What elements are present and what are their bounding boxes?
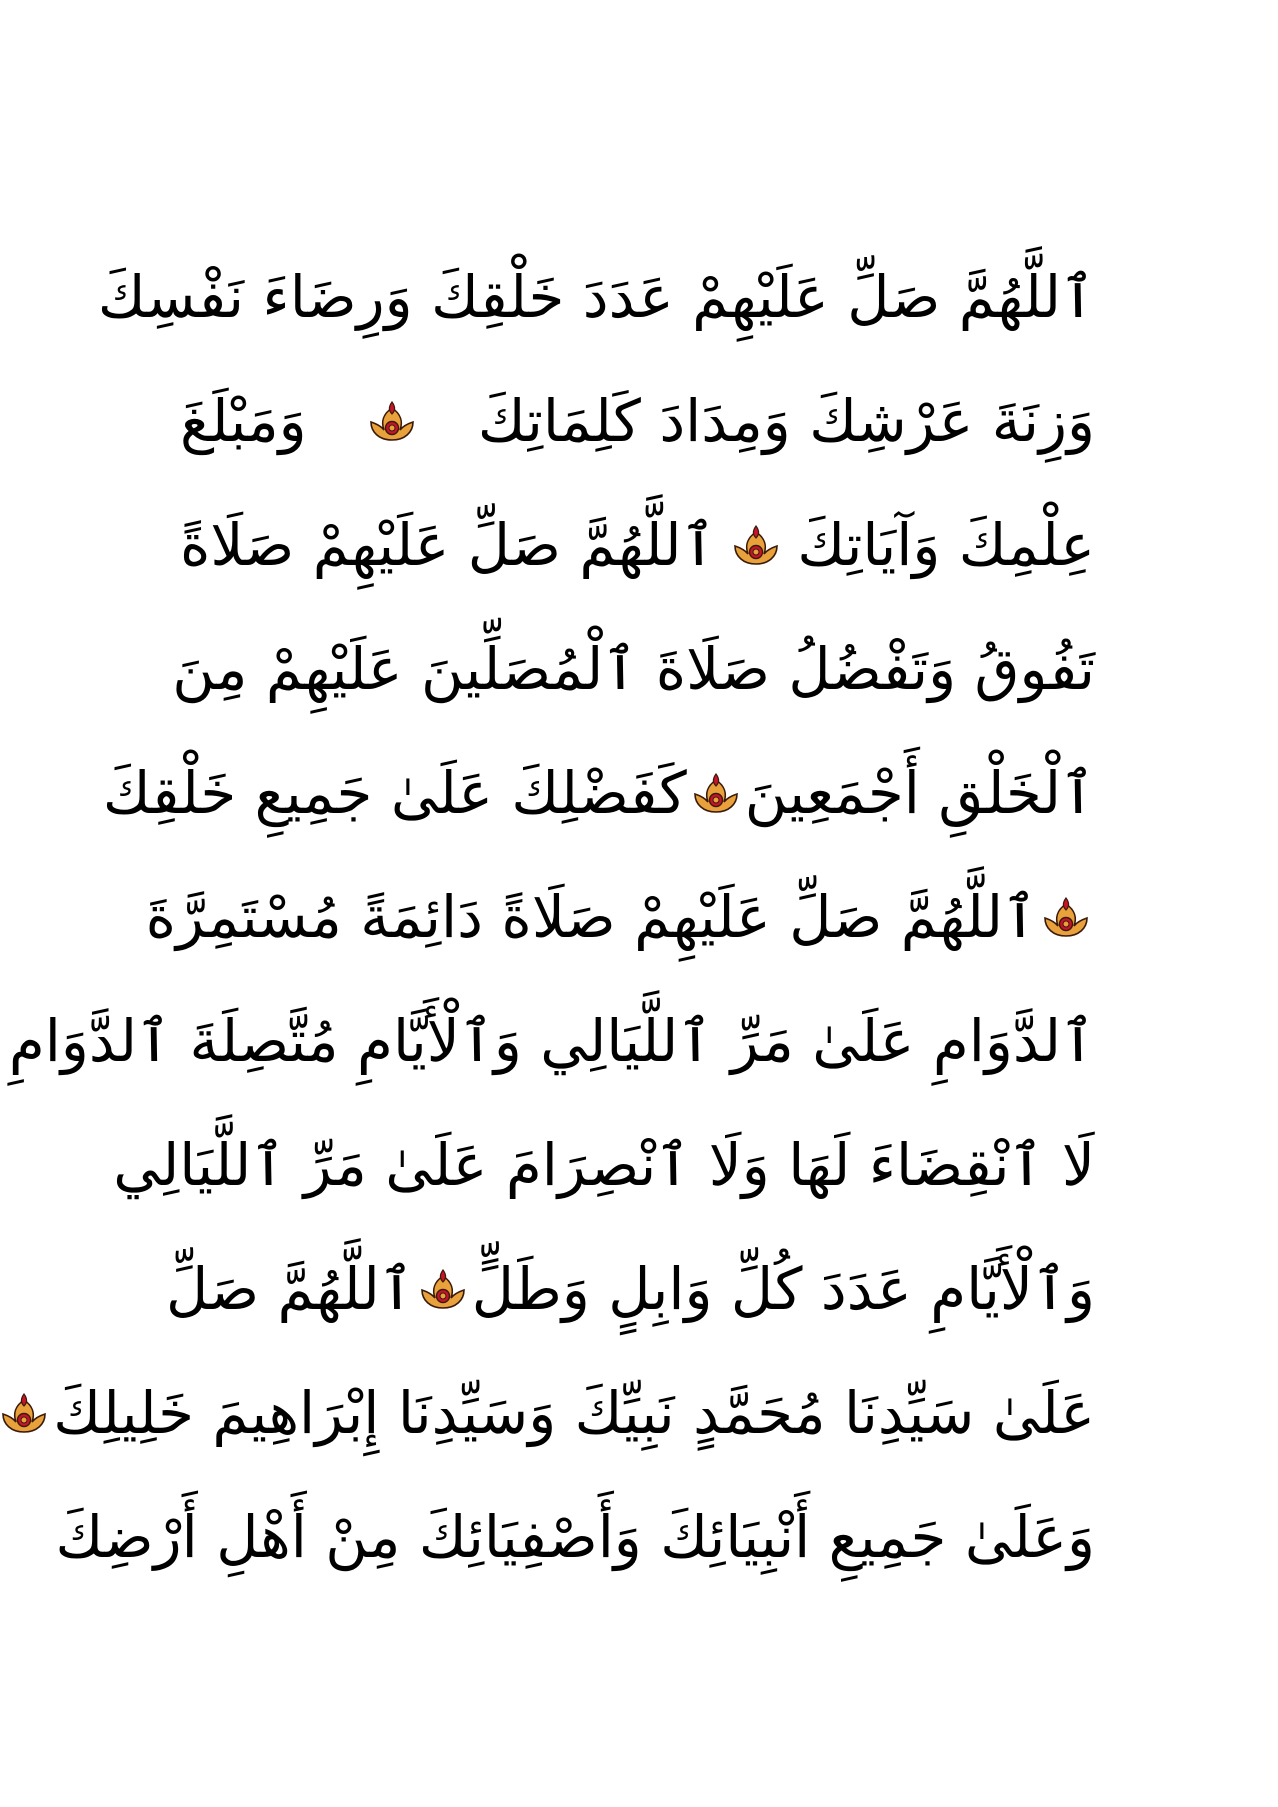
text-segment: ٱلدَّوَامِ عَلَىٰ مَرِّ ٱللَّيَالِي وَٱلْأَيَّامِ مُتَّصِلَةَ ٱلدَّوَامِ: [8, 1007, 1095, 1075]
text-segment: عَلَىٰ سَيِّدِنَا مُحَمَّدٍ نَبِيِّكَ وَسَيِّدِنَا إِبْرَاهِيمَ خَلِيلِكَ: [53, 1379, 1095, 1447]
text-segment: ٱللَّهُمَّ صَلِّ عَلَيْهِمْ عَدَدَ خَلْقِكَ وَرِضَاءَ نَفْسِكَ: [97, 263, 1095, 331]
text-segment: ٱللَّهُمَّ صَلِّ: [165, 1255, 414, 1323]
text-line-11: [55, 1475, 1095, 1599]
text-line-9: [165, 1227, 1095, 1351]
text-line-5: [102, 731, 1095, 855]
text-segment: ٱللَّهُمَّ صَلِّ عَلَيْهِمْ صَلَاةً دَائِمَةً مُسْتَمِرَّةَ: [145, 883, 1037, 951]
text-line-1: [97, 235, 1095, 359]
flower-separator-icon: [418, 1264, 468, 1314]
calligraphy-text-block: [8, 235, 1095, 1599]
text-line-2: [180, 359, 1095, 483]
text-segment: وَعَلَىٰ جَمِيعِ أَنْبِيَائِكَ وَأَصْفِيَائِكَ مِنْ أَهْلِ أَرْضِكَ: [55, 1503, 1095, 1571]
text-line-7: [8, 979, 1095, 1103]
flower-separator-icon: [731, 520, 781, 570]
text-line-6: [145, 855, 1095, 979]
text-segment: وَزِنَةَ عَرْشِكَ وَمِدَادَ كَلِمَاتِكَ: [477, 387, 1095, 455]
text-line-3: [180, 483, 1095, 607]
text-line-4: [172, 607, 1095, 731]
text-segment: ٱللَّهُمَّ صَلِّ عَلَيْهِمْ صَلَاةً: [180, 511, 716, 579]
text-segment: عِلْمِكَ وَآيَاتِكَ: [797, 511, 1095, 579]
text-segment: لَا ٱنْقِضَاءَ لَهَا وَلَا ٱنْصِرَامَ عَلَىٰ مَرِّ ٱللَّيَالِي: [113, 1131, 1095, 1199]
text-segment: وَمَبْلَغَ: [180, 387, 307, 455]
flower-separator-icon: [1041, 892, 1091, 942]
text-segment: ٱلْخَلْقِ أَجْمَعِينَ: [744, 759, 1095, 827]
text-segment: وَٱلْأَيَّامِ عَدَدَ كُلِّ وَابِلٍ وَطَلٍّ: [471, 1255, 1095, 1323]
flower-separator-icon: [691, 768, 741, 818]
text-line-10: [53, 1351, 1095, 1475]
flower-separator-icon: [0, 1388, 49, 1438]
text-segment: تَفُوقُ وَتَفْضُلُ صَلَاةَ ٱلْمُصَلِّينَ عَلَيْهِمْ مِنَ: [172, 635, 1095, 703]
text-line-8: [113, 1103, 1095, 1227]
text-segment: كَفَضْلِكَ عَلَىٰ جَمِيعِ خَلْقِكَ: [102, 759, 687, 827]
flower-separator-icon: [367, 396, 417, 446]
